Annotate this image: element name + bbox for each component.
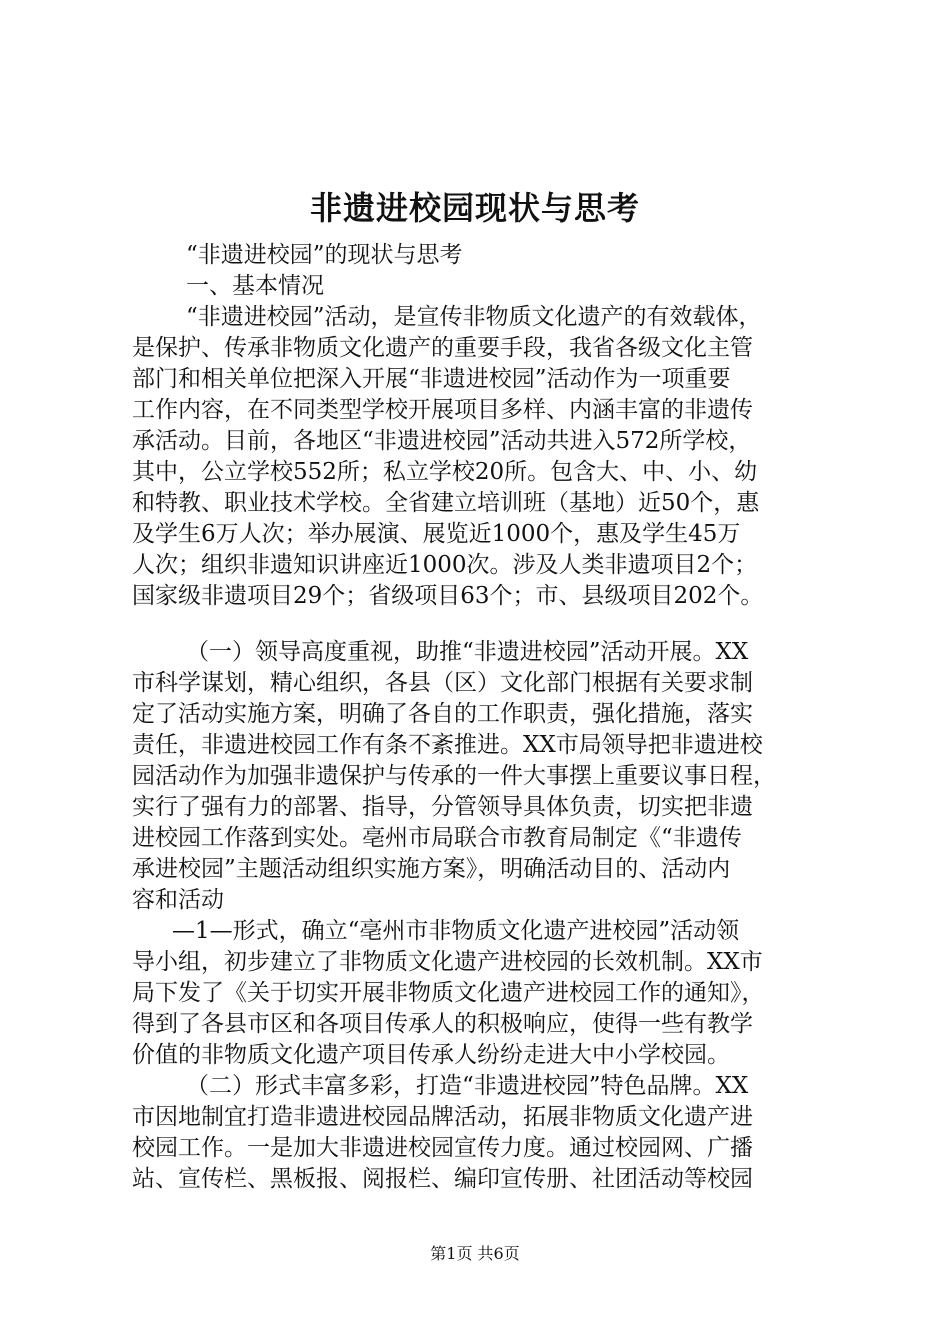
paragraph-line: 人次；组织非遗知识讲座近1000次。涉及人类非遗项目2个；: [132, 552, 758, 578]
subtitle-line: “非遗进校园”的现状与思考: [186, 242, 463, 268]
paragraph-line: 及学生6万人次；举办展演、展览近1000个，惠及学生45万: [132, 521, 741, 547]
document-title: 非遗进校园现状与思考: [309, 189, 640, 227]
paragraph-line: 实行了强有力的部署、指导，分管领导具体负责，切实把非遗: [132, 794, 753, 820]
paragraph-line: 其中，公立学校552所；私立学校20所。包含大、中、小、幼: [132, 459, 758, 485]
paragraph-line: “非遗进校园”活动，是宣传非物质文化遗产的有效载体，: [186, 304, 762, 330]
paragraph-line: 导小组，初步建立了非物质文化遗产进校园的长效机制。XX市: [132, 949, 763, 975]
paragraph-line: 国家级非遗项目29个；省级项目63个；市、县级项目202个。: [132, 583, 764, 609]
paragraph-line: 部门和相关单位把深入开展“非遗进校园”活动作为一项重要: [132, 366, 731, 392]
paragraph-line: 进校园工作落到实处。亳州市局联合市教育局制定《“非遗传: [132, 825, 742, 851]
paragraph-line: 站、宣传栏、黑板报、阅报栏、编印宣传册、社团活动等校园: [132, 1166, 753, 1192]
section-heading: 一、基本情况: [186, 273, 324, 299]
paragraph-line: 承进校园”主题活动组织实施方案》，明确活动目的、活动内: [132, 856, 731, 882]
paragraph-line: （一）领导高度重视，助推“非遗进校园”活动开展。XX: [186, 639, 749, 665]
paragraph-line: 是保护、传承非物质文化遗产的重要手段，我省各级文化主管: [132, 335, 753, 361]
paragraph-line: 价值的非物质文化遗产项目传承人纷纷走进大中小学校园。: [132, 1042, 730, 1068]
paragraph-line: 责任，非遗进校园工作有条不紊推进。XX市局领导把非遗进校: [132, 732, 763, 758]
paragraph-line: 和特教、职业技术学校。全省建立培训班（基地）近50个，惠: [132, 490, 760, 516]
paragraph-line: 定了活动实施方案，明确了各自的工作职责，强化措施，落实: [132, 701, 753, 727]
paragraph-line: 承活动。目前，各地区“非遗进校园”活动共进入572所学校，: [132, 428, 752, 454]
paragraph-line: 局下发了《关于切实开展非物质文化遗产进校园工作的通知》，: [132, 980, 765, 1006]
page-footer: 第1页 共6页: [430, 1244, 520, 1263]
paragraph-line: 园活动作为加强非遗保护与传承的一件大事摆上重要议事日程，: [132, 763, 776, 789]
paragraph-line: 容和活动: [132, 887, 224, 913]
paragraph-line: 市因地制宜打造非遗进校园品牌活动，拓展非物质文化遗产进: [132, 1104, 753, 1130]
paragraph-line: 得到了各县市区和各项目传承人的积极响应，使得一些有教学: [132, 1011, 753, 1037]
paragraph-line: 市科学谋划，精心组织，各县（区）文化部门根据有关要求制: [132, 670, 753, 696]
paragraph-line: （二）形式丰富多彩，打造“非遗进校园”特色品牌。XX: [186, 1073, 749, 1099]
paragraph-line: —1—形式，确立“亳州市非物质文化遗产进校园”活动领: [172, 918, 740, 944]
paragraph-line: 校园工作。一是加大非遗进校园宣传力度。通过校园网、广播: [132, 1135, 753, 1161]
paragraph-line: 工作内容，在不同类型学校开展项目多样、内涵丰富的非遗传: [132, 397, 753, 423]
